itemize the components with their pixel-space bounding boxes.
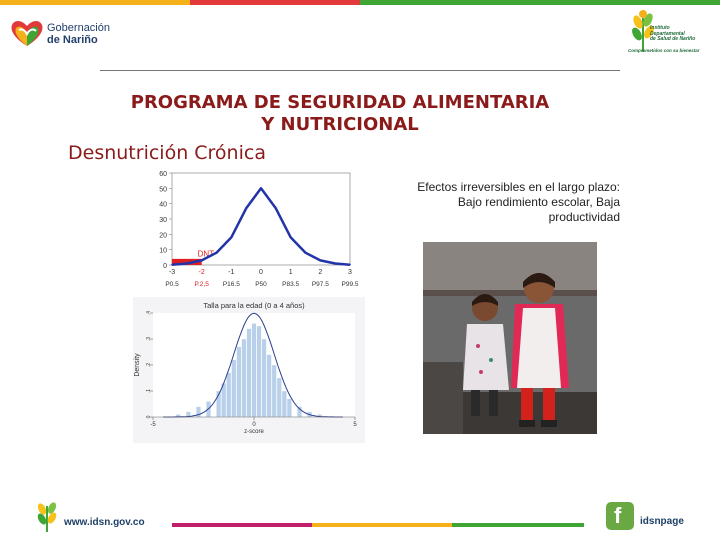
curve-point (231, 237, 233, 239)
y-tick-label: .1 (146, 388, 152, 394)
x-tick-label: 1 (288, 269, 293, 276)
x-tick-label: -5 (150, 422, 156, 428)
curve-point (305, 252, 307, 254)
curve-point (349, 264, 351, 266)
curve-point (275, 207, 277, 209)
x-tick-label: 5 (353, 422, 357, 428)
x-tick-label: -1 (228, 269, 235, 276)
percentile-label: P99.5 (341, 281, 359, 288)
curve-point (260, 188, 262, 190)
top-bar-red (190, 0, 360, 5)
histogram-bar (277, 378, 282, 417)
y-tick-label: .3 (146, 336, 152, 342)
footer-wheat-icon (34, 497, 60, 533)
histogram-bar (272, 365, 277, 417)
percentile-label: P83.5 (282, 281, 300, 288)
curve-point (290, 237, 292, 239)
y-tick-label: 10 (159, 247, 167, 255)
histogram-bar (252, 323, 257, 417)
x-tick-label: 0 (252, 422, 256, 428)
gov-logo-text (47, 22, 110, 46)
gov-line1: Gobernación (47, 22, 110, 34)
heart-logo-icon (8, 16, 46, 50)
ids-tagline: Comprometidos con su bienestar (628, 48, 700, 53)
curve-point (171, 264, 173, 266)
header-divider (100, 70, 620, 71)
percentile-label: P0.5 (165, 281, 179, 288)
curve-point (334, 263, 336, 265)
footer-color-rule (172, 523, 584, 527)
percentile-label: P.2,5 (194, 281, 209, 288)
curve-point (216, 252, 218, 254)
y-tick-label: 20 (159, 232, 167, 240)
x-axis-label: z-score (244, 429, 264, 435)
title-line2: Y NUTRICIONAL (261, 114, 419, 135)
histogram-bar (232, 360, 237, 417)
children-photo (423, 242, 597, 434)
ids-line3: de Salud de Nariño (650, 36, 696, 42)
x-tick-label: 2 (318, 269, 323, 276)
website-link[interactable]: www.idsn.gov.co (64, 517, 145, 528)
facebook-letter: f (614, 503, 622, 528)
slide-subtitle: Desnutrición Crónica (68, 142, 266, 164)
slide-title (90, 92, 590, 136)
y-tick-label: 30 (159, 217, 167, 224)
curve-point (201, 260, 203, 262)
histogram-bar (257, 326, 262, 417)
x-tick-label: 3 (348, 269, 352, 276)
ids-logo-text (650, 26, 695, 43)
x-tick-label: 0 (259, 269, 263, 276)
x-tick-label: -3 (168, 269, 176, 276)
y-tick-label: 50 (159, 186, 167, 194)
histogram-bar (242, 339, 247, 417)
histogram-bar (247, 329, 252, 417)
histogram-bar (237, 347, 242, 417)
effects-text: Efectos irreversibles en el largo plazo: Bajo rendimiento escolar, Baja productividad (417, 180, 620, 224)
curve-point (245, 207, 247, 209)
dnt-label: DNT (197, 249, 215, 259)
top-bar-green (360, 0, 720, 5)
title-line1: PROGRAMA DE SEGURIDAD ALIMENTARIA (130, 92, 550, 113)
social-handle[interactable]: idsnpage (640, 516, 684, 527)
percentile-label: P97.5 (311, 281, 329, 288)
percentile-label: P50 (255, 281, 267, 288)
x-tick-label: -2 (198, 269, 205, 276)
facebook-icon[interactable] (606, 502, 634, 530)
histogram-bar (226, 373, 231, 417)
normal-curve-chart (152, 165, 378, 300)
ids-line1: Instituto (650, 25, 670, 31)
percentile-label: P16.5 (222, 281, 240, 288)
histogram-title: Talla para la edad (0 a 4 años) (203, 301, 305, 310)
curve-point (186, 263, 188, 265)
histogram-bar (287, 399, 292, 417)
gov-line2: de Nariño (47, 34, 98, 46)
height-for-age-histogram (133, 297, 365, 443)
y-tick-label: .4 (146, 310, 152, 316)
histogram-bar (262, 339, 267, 417)
y-tick-label: 0 (163, 263, 167, 270)
y-tick-label: 40 (159, 201, 167, 209)
curve-point (320, 260, 322, 262)
y-tick-label: 0 (146, 415, 152, 419)
y-axis-label: Density (134, 353, 141, 377)
y-tick-label: 60 (159, 171, 167, 178)
top-bar-orange (0, 0, 190, 5)
histogram-bar (282, 391, 287, 417)
histogram-bar (267, 355, 272, 417)
ids-line2: Departamental (650, 30, 685, 37)
y-tick-label: .2 (146, 362, 152, 368)
